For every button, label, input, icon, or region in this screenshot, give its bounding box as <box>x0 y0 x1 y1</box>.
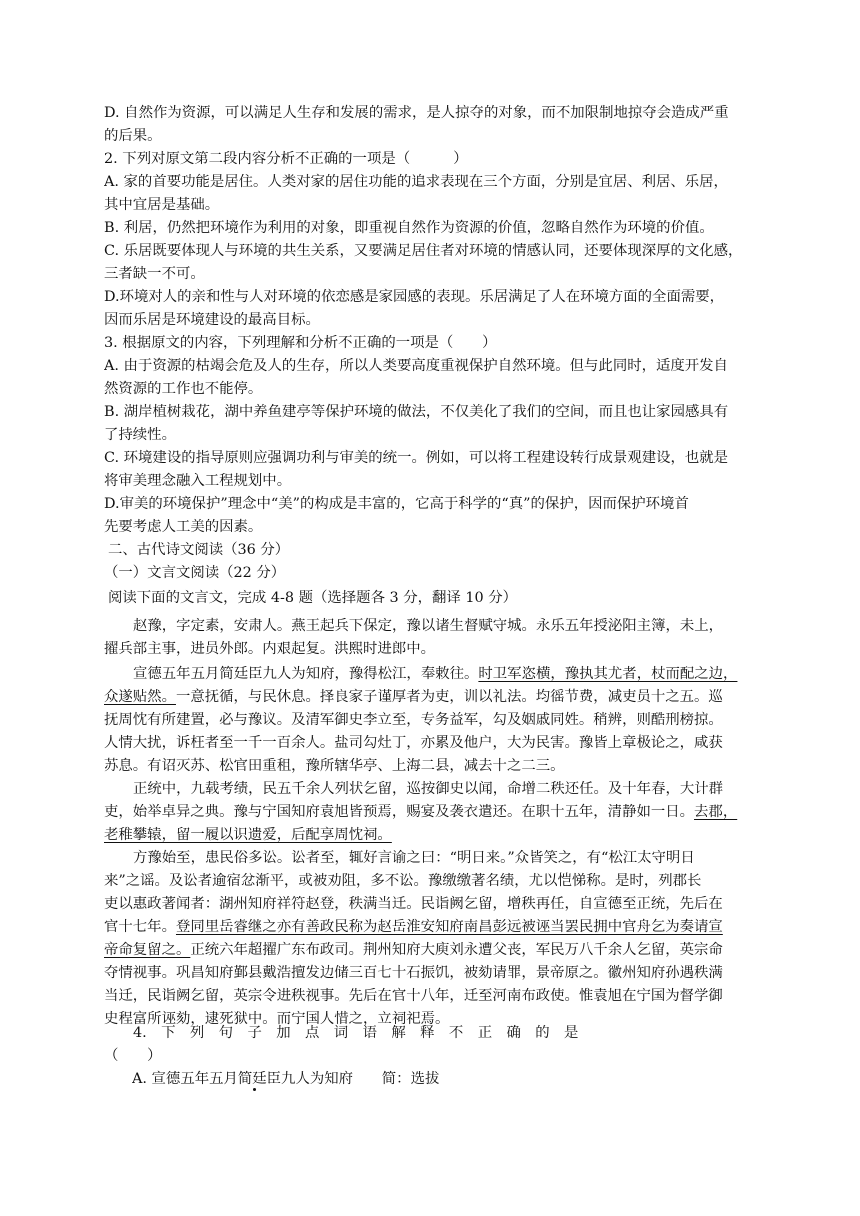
option-b-q2: B. 利居，仍然把环境作为利用的对象，即重视自然作为资源的价值，忽略自然作为环境的价值。 <box>104 220 714 236</box>
question-4: 4. 下 列 句 子 加 点 词 语 解 释 不 正 确 的 是 <box>133 1025 579 1041</box>
emphasis-dot <box>253 1088 256 1091</box>
passage-text: 一意抚循，与民休息。择良家子谨厚者为吏，训以礼法。均徭节费，减吏员十之五。巡 <box>175 689 723 705</box>
section-heading: 二、古代诗文阅读（36 分） <box>108 542 290 558</box>
passage-p4-line7: 当迁，民诣阙乞留，英宗令进秩视事。先后在官十八年，迁至河南布政使。惟袁旭在宁国为督学御 <box>104 988 723 1004</box>
passage-p4-line4 <box>104 917 758 937</box>
passage-p4-line1: 方豫始至，患民俗多讼。讼者至，辄好言谕之曰：“明日来。”众皆笑之，有“松江太守明日 <box>133 850 695 866</box>
underlined-sentence-3-cont: 帝命复留之。 <box>104 942 191 958</box>
option-c-q2: C. 乐居既要体现人与环境的共生关系，又要满足居住者对环境的情感认同，还要体现深厚的文化感， <box>104 243 743 259</box>
passage-p3-line2 <box>104 802 758 822</box>
option-c-q3-cont: 将审美理念融入工程规划中。 <box>104 473 292 489</box>
underlined-sentence-1-cont: 众遂贴然。 <box>104 689 176 705</box>
option-d-q2-cont: 因而乐居是环境建设的最高目标。 <box>104 312 320 328</box>
passage-p2-line5: 苏息。有诏灭苏、松官田重租，豫所辖华亭、上海二县，减去十之二三。 <box>104 758 565 774</box>
option-b-q3: B. 湖岸植树栽花，湖中养鱼建亭等保护环境的做法，不仅美化了我们的空间，而且也让家园感具有 <box>104 404 729 420</box>
passage-p3-line1: 正统中，九载考绩，民五千余人列状乞留，巡按御史以闻，命增二秩还任。及十年春，大计群 <box>133 781 724 797</box>
reading-instruction: 阅读下面的文言文，完成 4-8 题（选择题各 3 分，翻译 10 分） <box>108 590 518 606</box>
passage-p4-line2: 来”之谣。及讼者逾宿忿渐平，或被劝阻，多不讼。豫缴缴著名绩，尤以恺悌称。是时，列郡长 <box>104 873 702 889</box>
passage-p4-line3: 吏以惠政著闻者：湖州知府祥符赵登，秩满当迁。民诣阙乞留，增秩再任，自宣德至正统，先后在 <box>104 896 723 912</box>
option-a-q4: A. 宣德五年五月简廷臣九人为知府 简：选拔 <box>132 1071 440 1087</box>
question-4-paren: （ ） <box>104 1048 162 1064</box>
passage-p4-line5 <box>104 940 758 960</box>
passage-text: 正统六年超擢广东布政司。荆州知府大庾刘永遭父丧，军民万八千余人乞留，英宗命 <box>190 942 723 958</box>
passage-text: 吏，始举卓异之典。豫与宁国知府袁旭皆预焉，赐宴及袭衣遣还。在职十五年，清静如一日。 <box>104 804 695 820</box>
option-d-q2: D.环境对人的亲和性与人对环境的依恋感是家园感的表现。乐居满足了人在环境方面的全面需要， <box>104 289 725 305</box>
option-c-q2-cont: 三者缺一不可。 <box>104 266 205 282</box>
passage-p1-line2: 擢兵部主事，进员外郎。内艰起复。洪熙时进郎中。 <box>104 641 435 657</box>
question-2: 2. 下列对原文第二段内容分析不正确的一项是（ ） <box>104 151 468 167</box>
passage-p4-line6: 夺情视事。巩昌知府鄞县戴浩擅发边储三百七十石振饥，被劾请罪，景帝原之。徽州知府孙遇秩满 <box>104 965 723 981</box>
passage-p4-line8: 史程富所诬劾，逮死狱中。而宁国人惜之，立祠祀焉。 <box>104 1011 450 1027</box>
passage-p2-line3: 抚周忱有所建置，必与豫议。及清军御史李立至，专务益军，勾及姻戚同姓。稍辨，则酷刑榜掠。 <box>104 712 723 728</box>
option-b-q3-cont: 了持续性。 <box>104 427 176 443</box>
option-a-q3-cont: 然资源的工作也不能停。 <box>104 381 263 397</box>
passage-p2-line1 <box>133 664 758 684</box>
underlined-sentence-2: 去郡， <box>694 804 738 820</box>
passage-p2-line4: 人情大扰，诉枉者至一千一百余人。盐司勾灶丁，亦累及他户，大为民害。豫皆上章极论之，咸获 <box>104 735 723 751</box>
option-d-q3-cont: 先要考虑人工美的因素。 <box>104 519 263 535</box>
option-a-q3: A. 由于资源的枯竭会危及人的生存，所以人类要高度重视保护自然环境。但与此同时，适度开发自 <box>104 358 728 374</box>
option-d-q1: D. 自然作为资源，可以满足人生存和发展的需求，是人掠夺的对象，而不加限制地掠夺会造成严重 <box>104 105 729 121</box>
underlined-sentence-2-cont: 老稚攀辕，留一履以识遗爱，后配享周忱祠。 <box>104 827 392 843</box>
passage-text: 宣德五年五月简廷臣九人为知府，豫得松江，奉敕往。 <box>133 666 479 682</box>
passage-text: 官十七年。 <box>104 919 176 935</box>
option-d-q1-cont: 的后果。 <box>104 128 162 144</box>
question-3: 3. 根据原文的内容，下列理解和分析不正确的一项是（ ） <box>104 335 497 351</box>
option-a-q2: A. 家的首要功能是居住。人类对家的居住功能的追求表现在三个方面，分别是宜居、利居、乐居， <box>104 174 728 190</box>
passage-p2-line2 <box>104 687 758 707</box>
underlined-sentence-1: 时卫军恣横，豫执其尤者，杖而配之边， <box>478 666 738 682</box>
underlined-sentence-3: 登同里岳睿继之亦有善政民称为赵岳淮安知府南昌彭远被诬当罢民拥中官舟乞为奏请宣 <box>175 919 723 935</box>
option-a-q2-cont: 其中宜居是基础。 <box>104 197 220 213</box>
option-d-q3: D.审美的环境保护”理念中“美”的构成是丰富的，它高于科学的“真”的保护，因而保护环境首 <box>104 496 689 512</box>
option-c-q3: C. 环境建设的指导原则应强调功利与审美的统一。例如，可以将工程建设转行成景观建设，也就是 <box>104 450 729 466</box>
subsection-heading: （一）文言文阅读（22 分） <box>104 565 286 581</box>
passage-p1-line1: 赵豫，字定素，安肃人。燕王起兵下保定，豫以诸生督赋守城。永乐五年授泌阳主簿，未上， <box>133 618 724 634</box>
passage-p3-line3 <box>104 825 758 845</box>
